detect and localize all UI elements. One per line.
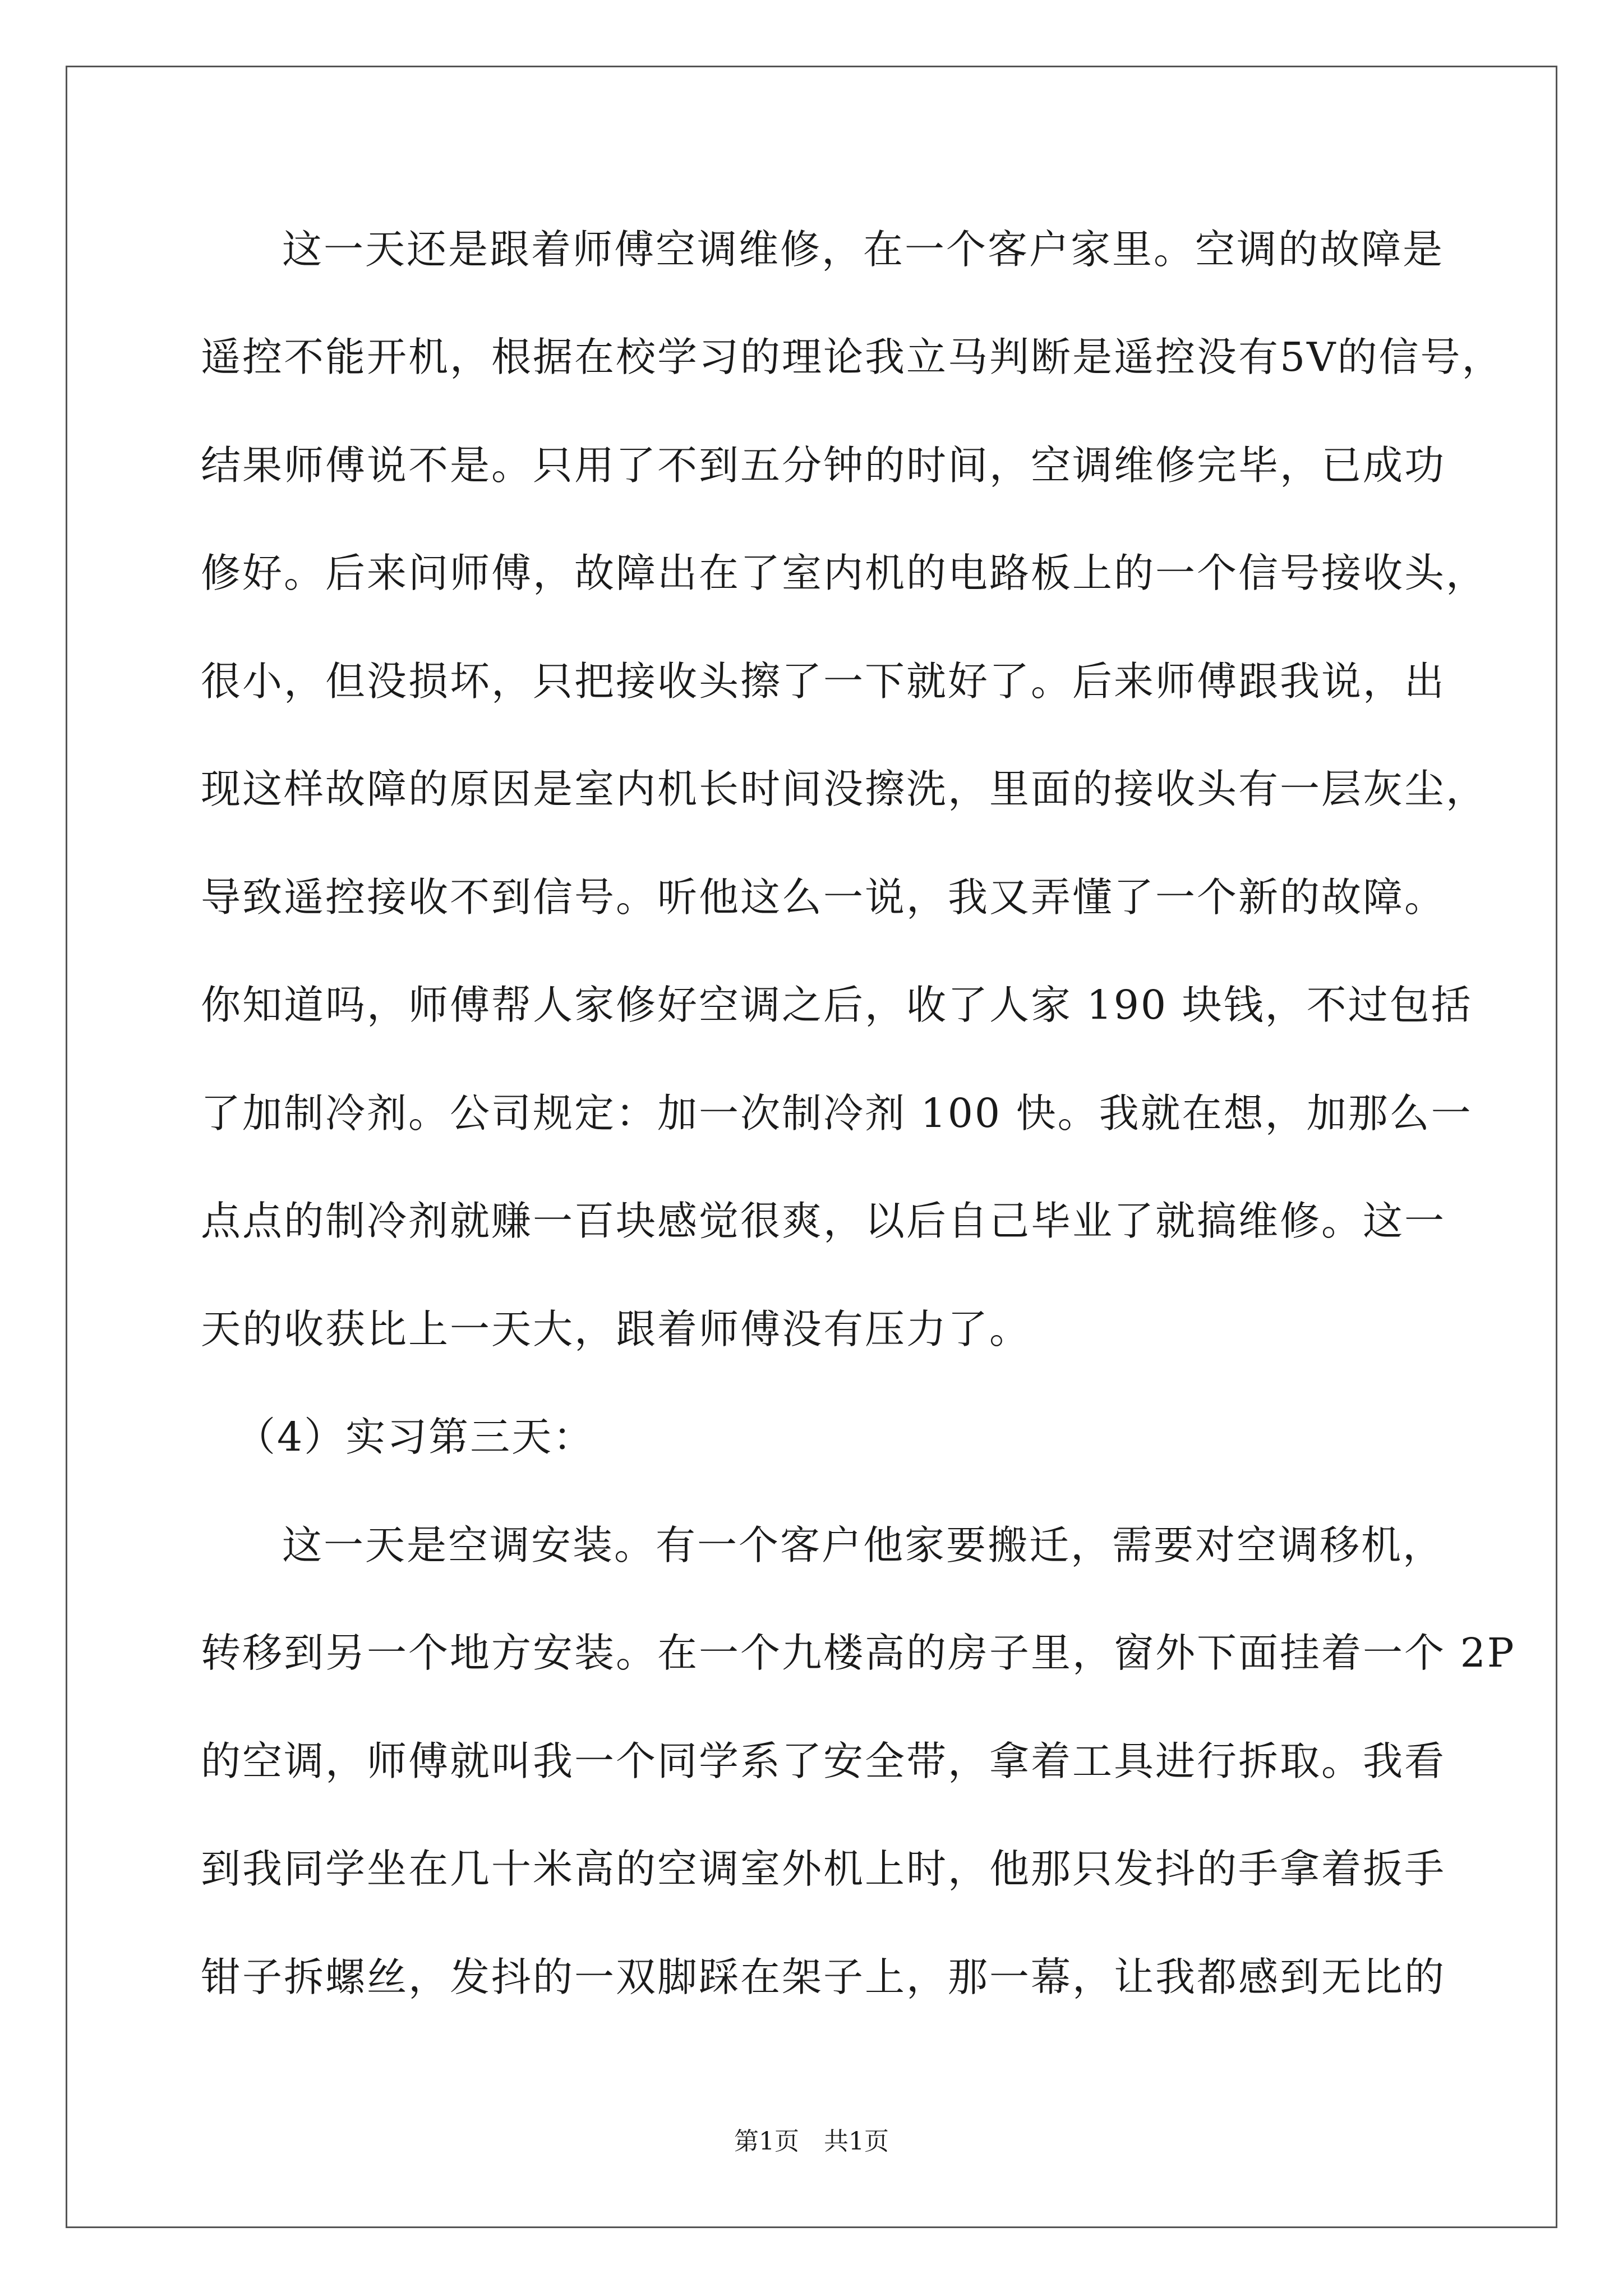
text-line: 修好。后来问师傅，故障出在了室内机的电路板上的一个信号接收头， <box>201 550 1488 596</box>
text-line: 了加制冷剂。公司规定：加一次制冷剂 100 快。我就在想，加那么一 <box>201 1090 1473 1137</box>
text-line: 你知道吗，师傅帮人家修好空调之后，收了人家 190 块钱，不过包括 <box>201 982 1473 1028</box>
page-footer: 第1页 共1页 <box>734 2127 889 2156</box>
text-line: 到我同学坐在几十米高的空调室外机上时，他那只发抖的手拿着扳手 <box>201 1846 1446 1892</box>
text-line: 遥控不能开机，根据在校学习的理论我立马判断是遥控没有5V的信号， <box>201 334 1504 380</box>
text-line: 的空调，师傅就叫我一个同学系了安全带，拿着工具进行拆取。我看 <box>201 1738 1446 1784</box>
text-line: 钳子拆螺丝，发抖的一双脚踩在架子上，那一幕，让我都感到无比的 <box>201 1954 1446 2000</box>
text-line: 很小，但没损坏，只把接收头擦了一下就好了。后来师傅跟我说，出 <box>201 658 1446 705</box>
text-line: 结果师傅说不是。只用了不到五分钟的时间，空调维修完毕，已成功 <box>201 442 1446 489</box>
page-border <box>66 66 1557 2228</box>
text-line: 转移到另一个地方安装。在一个九楼高的房子里，窗外下面挂着一个 2P <box>201 1630 1516 1676</box>
text-line: 天的收获比上一天大，跟着师傅没有压力了。 <box>201 1306 1031 1352</box>
text-line: 现这样故障的原因是室内机长时间没擦洗，里面的接收头有一层灰尘， <box>201 766 1488 812</box>
text-line: 这一天还是跟着师傅空调维修，在一个客户家里。空调的故障是 <box>282 226 1445 273</box>
text-line: 导致遥控接收不到信号。听他这么一说，我又弄懂了一个新的故障。 <box>201 874 1446 921</box>
text-line: 这一天是空调安装。有一个客户他家要搬迁，需要对空调移机， <box>282 1522 1445 1568</box>
text-line: 点点的制冷剂就赚一百块感觉很爽，以后自己毕业了就搞维修。这一 <box>201 1198 1446 1244</box>
section-heading: （4）实习第三天： <box>236 1414 595 1460</box>
